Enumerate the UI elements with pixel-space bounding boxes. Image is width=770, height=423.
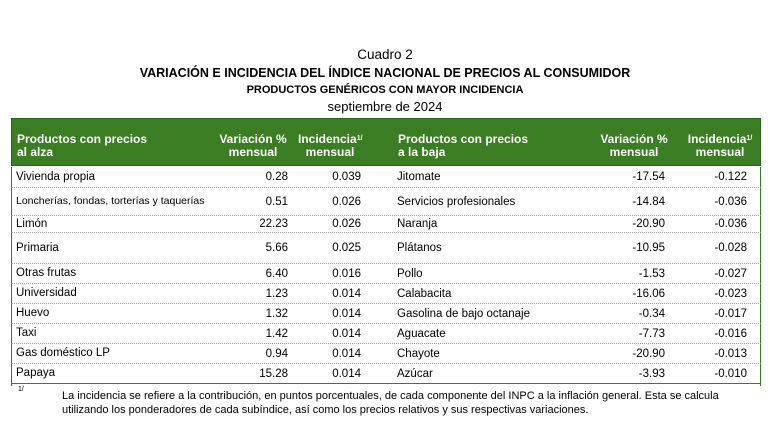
header-up-products [17,133,207,159]
header-down-products-line2: a la baja [398,145,446,159]
down-variation: -0.34 [638,307,665,320]
up-incidence: 0.016 [332,267,361,280]
down-variation: -10.95 [632,242,665,254]
table-header [11,118,761,166]
up-product: Papaya [16,367,56,379]
up-variation: 5.66 [265,242,288,254]
header-down-products [398,133,588,159]
up-variation: 1.23 [265,287,288,300]
down-variation: -16.06 [632,287,665,300]
down-product: Plátanos [397,242,442,254]
up-variation: 0.94 [265,347,288,360]
down-incidence: -0.036 [714,218,747,230]
up-product: Universidad [16,287,77,299]
up-product: Huevo [16,307,50,319]
down-product: Pollo [397,267,423,280]
down-product: Jitomate [397,171,441,183]
table-row [11,344,761,364]
header-up-incidence-text: Incidencia [298,132,357,146]
down-product: Calabacita [397,287,452,300]
up-product: Loncherías, fondas, torterías y taquerías [16,195,205,207]
header-down-incidence-text: Incidencia [687,132,747,146]
up-product: Vivienda propia [16,170,96,183]
up-incidence: 0.026 [332,218,361,230]
up-incidence: 0.025 [332,242,361,254]
down-product: Servicios profesionales [397,195,516,208]
down-incidence: -0.028 [714,242,747,254]
table-row [11,264,761,284]
up-product: Gas doméstico LP [16,347,110,359]
up-variation: 0.51 [265,195,288,208]
table-row [11,216,761,233]
up-variation: 1.42 [265,327,288,340]
up-variation: 6.40 [265,267,288,280]
down-variation: -20.90 [632,347,665,360]
up-incidence: 0.014 [332,287,361,300]
down-incidence: -0.013 [714,347,747,360]
table-title: VARIACIÓN E INCIDENCIA DEL ÍNDICE NACIONAL DE PRECIOS AL CONSUMIDOR [139,66,631,80]
down-incidence: -0.017 [714,307,747,320]
header-up-variation-line2: mensual [228,145,278,159]
down-variation: -20.90 [632,218,665,230]
down-incidence: -0.122 [714,171,747,183]
up-incidence: 0.039 [332,171,361,183]
up-variation: 0.28 [265,171,288,183]
down-product: Chayote [397,347,440,360]
up-incidence: 0.014 [332,307,361,320]
up-incidence: 0.026 [332,195,361,208]
up-product: Primaria [16,241,59,254]
up-incidence: 0.014 [332,327,361,340]
up-variation: 1.32 [265,307,288,320]
table-row [11,233,761,264]
table-row [11,364,761,384]
header-down-variation-line1: Variación % [600,132,668,146]
header-up-incidence [298,133,362,159]
header-down-incidence-line2: mensual [695,145,745,159]
up-product: Otras frutas [16,267,77,279]
table-body [11,167,761,384]
header-down-incidence [684,133,756,159]
down-incidence: -0.016 [714,327,747,340]
footnote-ref: 1/ [746,135,753,142]
up-product: Taxi [16,327,37,339]
header-up-variation-line1: Variación % [219,132,287,146]
header-up-products-line1: Productos con precios [17,132,148,146]
header-down-variation-line2: mensual [609,145,659,159]
footnote-ref: 1/ [356,135,363,142]
down-incidence: -0.010 [714,367,747,380]
down-variation: -1.53 [638,267,665,280]
table-row [11,188,761,216]
table-number: Cuadro 2 [357,47,413,62]
table-row [11,284,761,304]
down-variation: -14.84 [632,195,665,208]
footnote-mark: 1/ [18,386,24,393]
table-row [11,167,761,188]
down-incidence: -0.027 [714,267,747,280]
down-incidence: -0.036 [714,195,747,208]
table-period: septiembre de 2024 [327,99,443,114]
up-variation: 15.28 [259,367,288,380]
up-incidence: 0.014 [332,347,361,360]
down-variation: -17.54 [632,171,665,183]
down-variation: -7.73 [638,327,665,340]
up-variation: 22.23 [259,218,288,230]
up-product: Limón [16,217,48,230]
down-product: Gasolina de bajo octanaje [397,307,530,320]
table-subtitle: PRODUCTOS GENÉRICOS CON MAYOR INCIDENCIA [246,84,524,96]
down-product: Azúcar [397,367,433,380]
header-up-incidence-line2: mensual [305,145,355,159]
down-variation: -3.93 [638,367,665,380]
up-incidence: 0.014 [332,367,361,380]
header-down-products-line1: Productos con precios [398,132,529,146]
header-down-variation [594,133,674,159]
table-row [11,304,761,324]
down-incidence: -0.023 [714,287,747,300]
down-product: Aguacate [397,327,446,340]
table-row [11,324,761,344]
down-product: Naranja [397,218,438,230]
footnote-text: La incidencia se refiere a la contribución, en puntos porcentuales, de cada componente del INPC a la inflación general. Esta se calcula utilizando los ponderadores de cada subíndice, así como los precios relativos y sus respectivas variaciones. [62,390,719,416]
header-up-products-line2: al alza [17,145,54,159]
header-up-variation [217,133,289,159]
